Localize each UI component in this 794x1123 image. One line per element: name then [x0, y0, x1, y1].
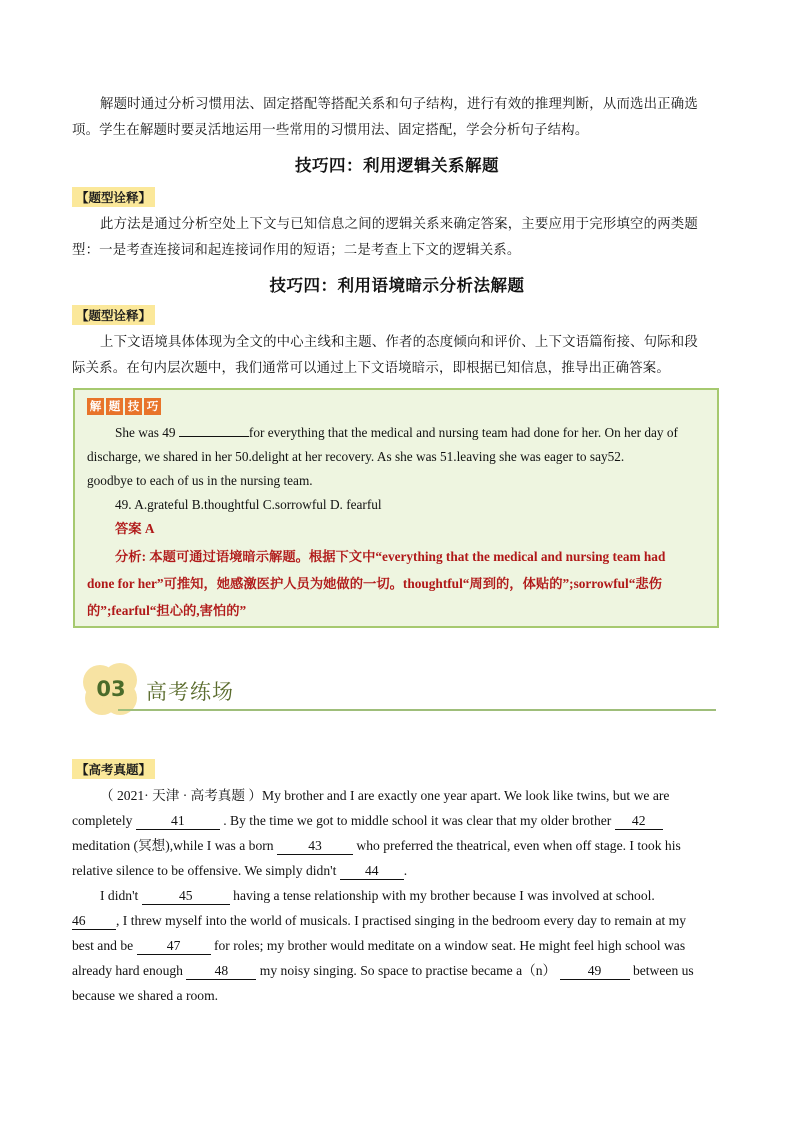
- tip4-context-line-2: 际关系。在句内层次题中，我们通常可以通过上下文语境暗示，即根据已知信息，推导出正确答案。: [72, 361, 670, 376]
- exam-tag: 【高考真题】: [72, 759, 155, 779]
- answer-line: 答案 A: [115, 521, 155, 536]
- example-passage: [87, 421, 711, 624]
- exam-line-4a: relative silence to be offensive. We simply didn't: [72, 863, 337, 878]
- exam-line-6b: , I threw myself into the world of musicals. I practised singing in the bedroom every day to remain at my: [116, 913, 687, 928]
- intro-line-2: 项。学生在解题时要灵活地运用一些常用的习惯用法、固定搭配，学会分析句子结构。: [72, 123, 589, 138]
- tip4-logic-paragraph: [72, 212, 722, 264]
- skill-badge-1: 解: [87, 398, 104, 415]
- exam-line-3b: who preferred the theatrical, even when off stage. I took his: [356, 838, 681, 853]
- tip4-logic-line-1: 此方法是通过分析空处上下文与已知信息之间的逻辑关系来确定答案，主要应用于完形填空的两类题: [100, 217, 698, 232]
- blank-42: 42: [615, 812, 663, 830]
- exam-line-7a: best and be: [72, 938, 134, 953]
- blank-41: 41: [136, 812, 220, 830]
- section-divider: [118, 709, 716, 711]
- exam-passage: [72, 783, 722, 1008]
- blank-49: [179, 436, 249, 437]
- exam-line-3a: meditation (冥想),while I was a born: [72, 838, 274, 853]
- exam-line-8c: between us: [632, 963, 694, 978]
- section-title: 高考练场: [146, 680, 234, 704]
- tip4-context-paragraph: [72, 330, 722, 382]
- exam-line-8a: already hard enough: [72, 963, 183, 978]
- exam-line-1: （ 2021· 天津 · 高考真题 ）My brother and I are exactly one year apart. We look like twins, but we are: [100, 788, 670, 803]
- tip4-context-title: 技巧四：利用语境暗示分析法解题: [269, 276, 525, 295]
- intro-paragraph: [72, 92, 722, 144]
- exam-line-2b: . By the time we got to middle school it was clear that my older brother: [223, 813, 612, 828]
- analysis-line-2: done for her”可推知，她感激医护人员为她做的一切。thoughtful“周到的，体贴的”;sorrowful“悲伤: [87, 576, 662, 591]
- passage-line-3: goodbye to each of us in the nursing team.: [87, 473, 313, 488]
- skill-box: [73, 388, 719, 628]
- tip4-context-tag: 【题型诠释】: [72, 305, 155, 325]
- section-number: 03: [96, 677, 126, 701]
- tip4-logic-line-2: 型：一是考查连接词和起连接词作用的短语；二是考查上下文的逻辑关系。: [72, 243, 521, 258]
- tip4-logic-title: 技巧四：利用逻辑关系解题: [295, 156, 499, 175]
- skill-badge-2: 题: [106, 398, 123, 415]
- analysis-line-1: 分析: 本题可通过语境暗示解题。根据下文中“everything that the medical and nursing team had: [115, 549, 666, 564]
- blank-45: 45: [142, 887, 230, 905]
- skill-badge-3: 技: [125, 398, 142, 415]
- blank-48: 48: [186, 962, 256, 980]
- blank-43: 43: [277, 837, 353, 855]
- tip4-context-line-1: 上下文语境具体体现为全文的中心主线和主题、作者的态度倾向和评价、上下文语篇衔接、句际和段: [100, 335, 698, 350]
- exam-line-2a: completely: [72, 813, 133, 828]
- tip4-logic-tag: 【题型诠释】: [72, 187, 155, 207]
- exam-line-5b: having a tense relationship with my brother because I was involved at school.: [233, 888, 655, 903]
- blank-47: 47: [137, 937, 211, 955]
- exam-line-5a: I didn't: [100, 888, 139, 903]
- passage-line-1b: for everything that the medical and nursing team had done for her. On her day of: [248, 425, 678, 440]
- blank-49-exam: 49: [560, 962, 630, 980]
- passage-line-2: discharge, we shared in her 50.delight at her recovery. As she was 51.leaving she was eager to say52.: [87, 449, 625, 464]
- exam-line-9: because we shared a room.: [72, 988, 219, 1003]
- exam-line-4b: .: [403, 863, 408, 878]
- exam-line-7b: for roles; my brother would meditate on a window seat. He might feel high school was: [213, 938, 686, 953]
- skill-badge-4: 巧: [144, 398, 161, 415]
- blank-46: 46: [72, 912, 116, 930]
- exam-line-8b: my noisy singing. So space to practise became a（n）: [259, 963, 557, 978]
- intro-line-1: 解题时通过分析习惯用法、固定搭配等搭配关系和句子结构，进行有效的推理判断，从而选出正确选: [100, 97, 698, 112]
- passage-line-1a: She was 49: [115, 425, 176, 440]
- options-line: 49. A.grateful B.thoughtful C.sorrowful D. fearful: [115, 497, 382, 512]
- blank-44: 44: [340, 862, 404, 880]
- analysis-line-3: 的”;fearful“担心的,害怕的”: [87, 603, 247, 618]
